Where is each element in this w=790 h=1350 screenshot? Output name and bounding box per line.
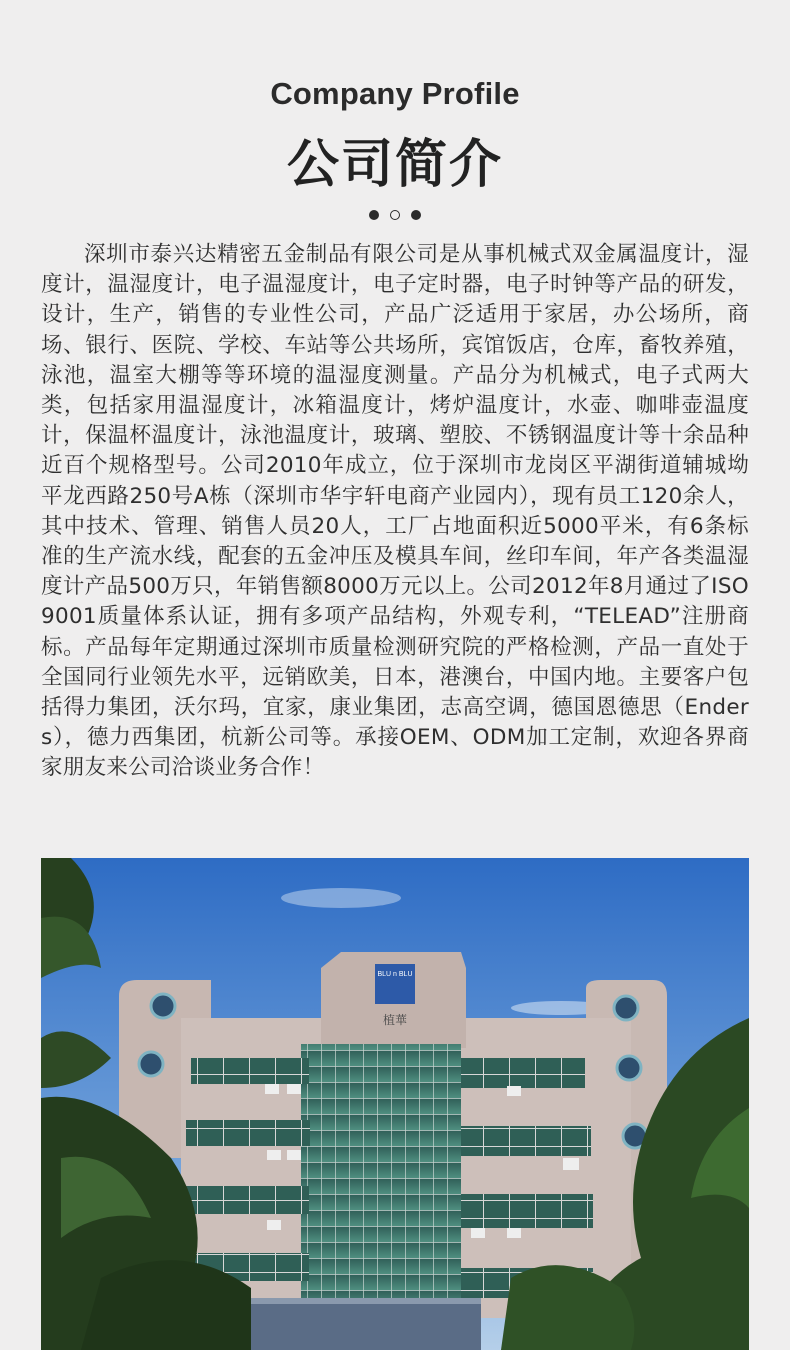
sign-text: BLU n BLU [377, 971, 413, 978]
company-intro-paragraph: 深圳市泰兴达精密五金制品有限公司是从事机械式双金属温度计，湿度计，温湿度计，电子温湿度计，电子定时器，电子时钟等产品的研发，设计，生产，销售的专业性公司，产品广泛适用于家居，办公场所，商场、银行、医院、学校、车站等公共场所，宾馆饭店，仓库，畜牧养殖，泳池，温室大棚等等环境的温湿度测量。产品分为机械式，电子式两大类，包括家用温湿度计，冰箱温度计，烤炉温度计，水壶、咖啡壶温度计，保温杯温度计，泳池温度计，玻璃、塑胶、不锈钢温度计等十余品种近百个规格型号。公司2010年成立，位于深圳市龙岗区平湖街道辅城坳平龙西路250号A栋（深圳市华宇轩电商产业园内），现有员工120余人，其中技术、管理、销售人员20人，工厂占地面积近5000平米，有6条标准的生产流水线，配套的五金冲压及模具车间，丝印车间，年产各类温湿度计产品500万只，年销售额8000万元以上。公司2012年8月通过了ISO9001质量体系认证，拥有多项产品结构，外观专利，“TELEAD”注册商标。产品每年定期通过深圳市质量检测研究院的严格检测，产品一直处于全国同行业领先水平，远销欧美，日本，港澳台，中国内地。主要客户包括得力集团，沃尔玛，宜家，康业集团，志高空调，德国恩德思（Enders），德力西集团，杭新公司等。承接OEM、ODM加工定制，欢迎各界商家朋友来公司洽谈业务合作！ [41, 242, 749, 781]
divider-dot-filled [369, 210, 379, 220]
sign-sub-text: 植華 [382, 1013, 408, 1027]
company-building-photo [41, 858, 749, 1350]
page-title-cn: 公司简介 [286, 135, 503, 195]
divider-dot-filled [411, 210, 421, 220]
title-divider-dots [0, 210, 790, 220]
page-title-en: Company Profile [270, 76, 520, 111]
divider-dot-hollow [390, 210, 400, 220]
